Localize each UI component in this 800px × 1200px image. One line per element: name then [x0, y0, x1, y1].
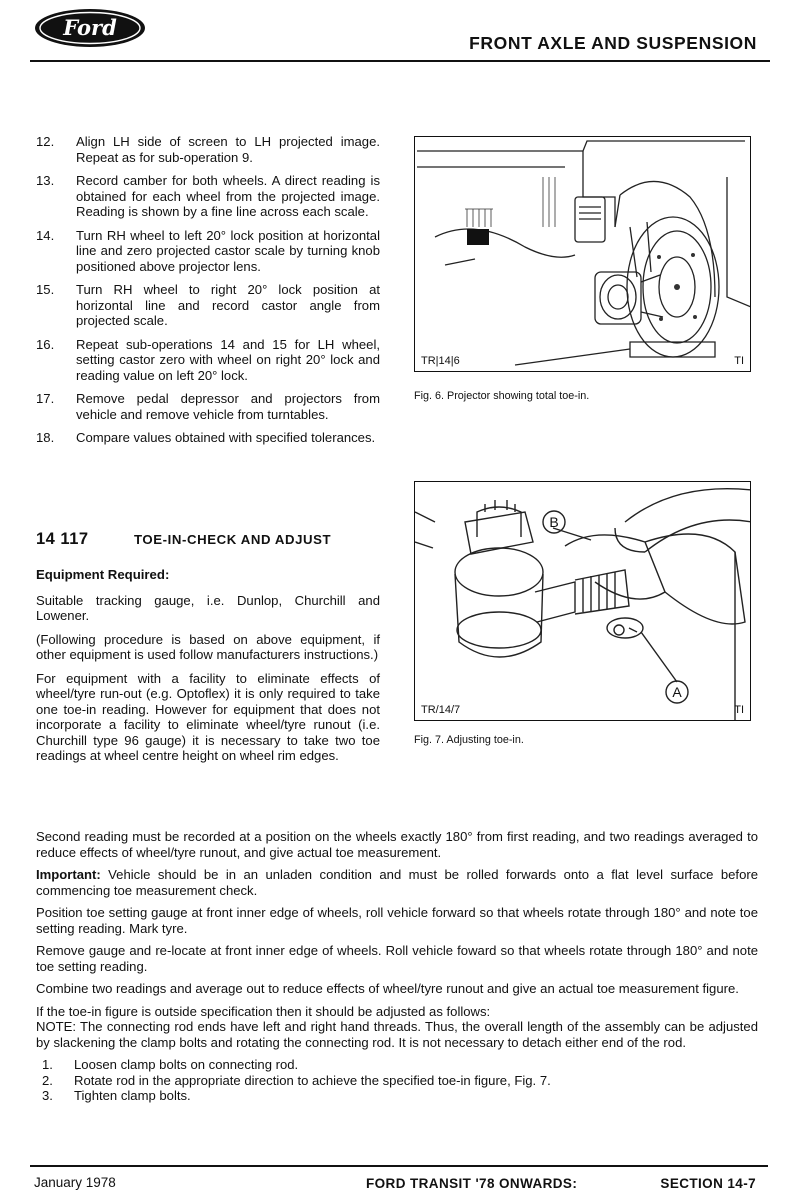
step-number: 15. — [36, 282, 55, 297]
footer-date: January 1978 — [34, 1175, 116, 1190]
procedure-paragraph: If the toe-in figure is outside specification then it should be adjusted as follows: — [36, 1003, 491, 1019]
list-item — [36, 1057, 758, 1073]
figure-reference: TR/14/7 — [421, 704, 461, 716]
list-number: 1. — [42, 1057, 53, 1072]
section-number: 14 117 — [36, 530, 89, 548]
step-number: 17. — [36, 391, 55, 406]
step-item — [36, 391, 380, 422]
procedure-paragraph: Second reading must be recorded at a position on the wheels exactly 180° from first reading, and two readings averaged to reduce effects of wheel/tyre runout, and give actual toe measurement. — [36, 829, 758, 860]
important-text: Vehicle should be in an unladen condition and must be rolled forwards onto a flat level surface before commencing toe measurement check. — [36, 867, 758, 898]
step-text: Compare values obtained with specified tolerances. — [76, 430, 376, 445]
adjust-steps-list — [36, 1057, 758, 1104]
procedure-text — [36, 829, 758, 1104]
note-paragraph: NOTE: The connecting rod ends have left and right hand threads. Thus, the overall length of the assembly can be adjusted by slackening the clamp bolts and rotating the connecting rod. It is not necessary to detach either end of the rod. — [36, 1019, 758, 1050]
figure-adjusting-toe-in — [414, 481, 751, 721]
equipment-heading: Equipment Required: — [36, 567, 170, 582]
step-number: 14. — [36, 227, 55, 243]
step-text: Repeat sub-operations 14 and 15 for LH wheel, setting castor zero with wheel on right 20° lock and reading value on left 20° lock. — [76, 336, 380, 383]
step-number: 18. — [36, 430, 55, 445]
list-text: Loosen clamp bolts on connecting rod. — [74, 1057, 299, 1072]
procedure-paragraph: Combine two readings and average out to reduce effects of wheel/tyre runout and give an actual toe measurement figure. — [36, 981, 739, 996]
important-label: Important: — [36, 867, 101, 882]
step-number: 12. — [36, 134, 55, 149]
figure-projector-toe-in — [414, 136, 751, 372]
procedure-paragraph: Position toe setting gauge at front inner edge of wheels, roll vehicle forward so that wheels rotate through 180° and note toe setting reading. Mark tyre. — [36, 905, 758, 936]
step-item — [36, 430, 380, 446]
section-heading — [36, 530, 380, 549]
step-item — [36, 282, 380, 329]
step-item — [36, 337, 380, 384]
projector-illustration — [415, 137, 751, 372]
step-text: Align LH side of screen to LH projected image. Repeat as for sub-operation 9. — [76, 134, 380, 165]
figure-reference-initials: TI — [734, 355, 744, 367]
footer-section: SECTION 14-7 — [660, 1176, 756, 1191]
tie-rod-illustration — [415, 482, 751, 721]
ford-logo — [34, 8, 146, 48]
procedure-paragraph: Remove gauge and re-locate at front inner edge of wheels. Roll vehicle foward so that wheels rotate through 180° and note toe setting reading. — [36, 943, 758, 974]
list-text: Tighten clamp bolts. — [74, 1088, 191, 1103]
figure-reference: TR|14|6 — [421, 355, 460, 367]
step-item — [36, 134, 380, 165]
step-number: 16. — [36, 336, 55, 352]
list-text: Rotate rod in the appropriate direction to achieve the specified toe-in figure, Fig. 7. — [74, 1072, 551, 1088]
step-text: Record camber for both wheels. A direct reading is obtained for each wheel from the projected image. Reading is shown by a fine line across each scale. — [76, 173, 380, 219]
step-number: 13. — [36, 173, 55, 188]
step-item — [36, 173, 380, 220]
equipment-paragraph: For equipment with a facility to eliminate effects of wheel/tyre run-out (e.g. Optoflex) it is only required to take one toe-in reading. However for equipment that does not incorporate a facility to eliminate wheel/tyre runout (i.e. Churchill type 96 gauge) it is necessary to take two toe readings at wheel centre height on wheel rim edges. — [36, 670, 380, 763]
list-item — [36, 1073, 758, 1089]
important-note — [36, 867, 758, 898]
section-title: TOE-IN-CHECK AND ADJUST — [134, 532, 332, 547]
list-number: 2. — [42, 1072, 53, 1088]
figure-reference-initials: TI — [734, 704, 744, 716]
list-item — [36, 1088, 758, 1104]
step-item — [36, 228, 380, 275]
ford-logo-text: Ford — [63, 15, 117, 40]
equipment-section — [36, 567, 380, 772]
steps-list — [36, 134, 380, 454]
equipment-paragraph: Suitable tracking gauge, i.e. Dunlop, Churchill and Lowener. — [36, 592, 380, 623]
callout-label-b: B — [549, 514, 559, 530]
list-number: 3. — [42, 1088, 53, 1103]
callout-label-a: A — [672, 684, 682, 700]
step-text: Turn RH wheel to left 20° lock position at horizontal line and zero projected castor scale by turning knob positioned above projector lens. — [76, 227, 380, 274]
footer-divider — [30, 1165, 768, 1167]
figure-caption: Fig. 7. Adjusting toe-in. — [414, 734, 524, 746]
page-title: FRONT AXLE AND SUSPENSION — [469, 33, 757, 53]
equipment-paragraph: (Following procedure is based on above equipment, if other equipment is used follow manufacturers instructions.) — [36, 631, 380, 662]
footer-publication: FORD TRANSIT '78 ONWARDS: — [366, 1176, 578, 1191]
header-divider — [30, 60, 770, 62]
step-text: Remove pedal depressor and projectors from vehicle and remove vehicle from turntables. — [76, 391, 380, 422]
figure-caption: Fig. 6. Projector showing total toe-in. — [414, 390, 590, 402]
step-text: Turn RH wheel to right 20° lock position at horizontal line and record castor angle from projected scale. — [76, 282, 380, 328]
